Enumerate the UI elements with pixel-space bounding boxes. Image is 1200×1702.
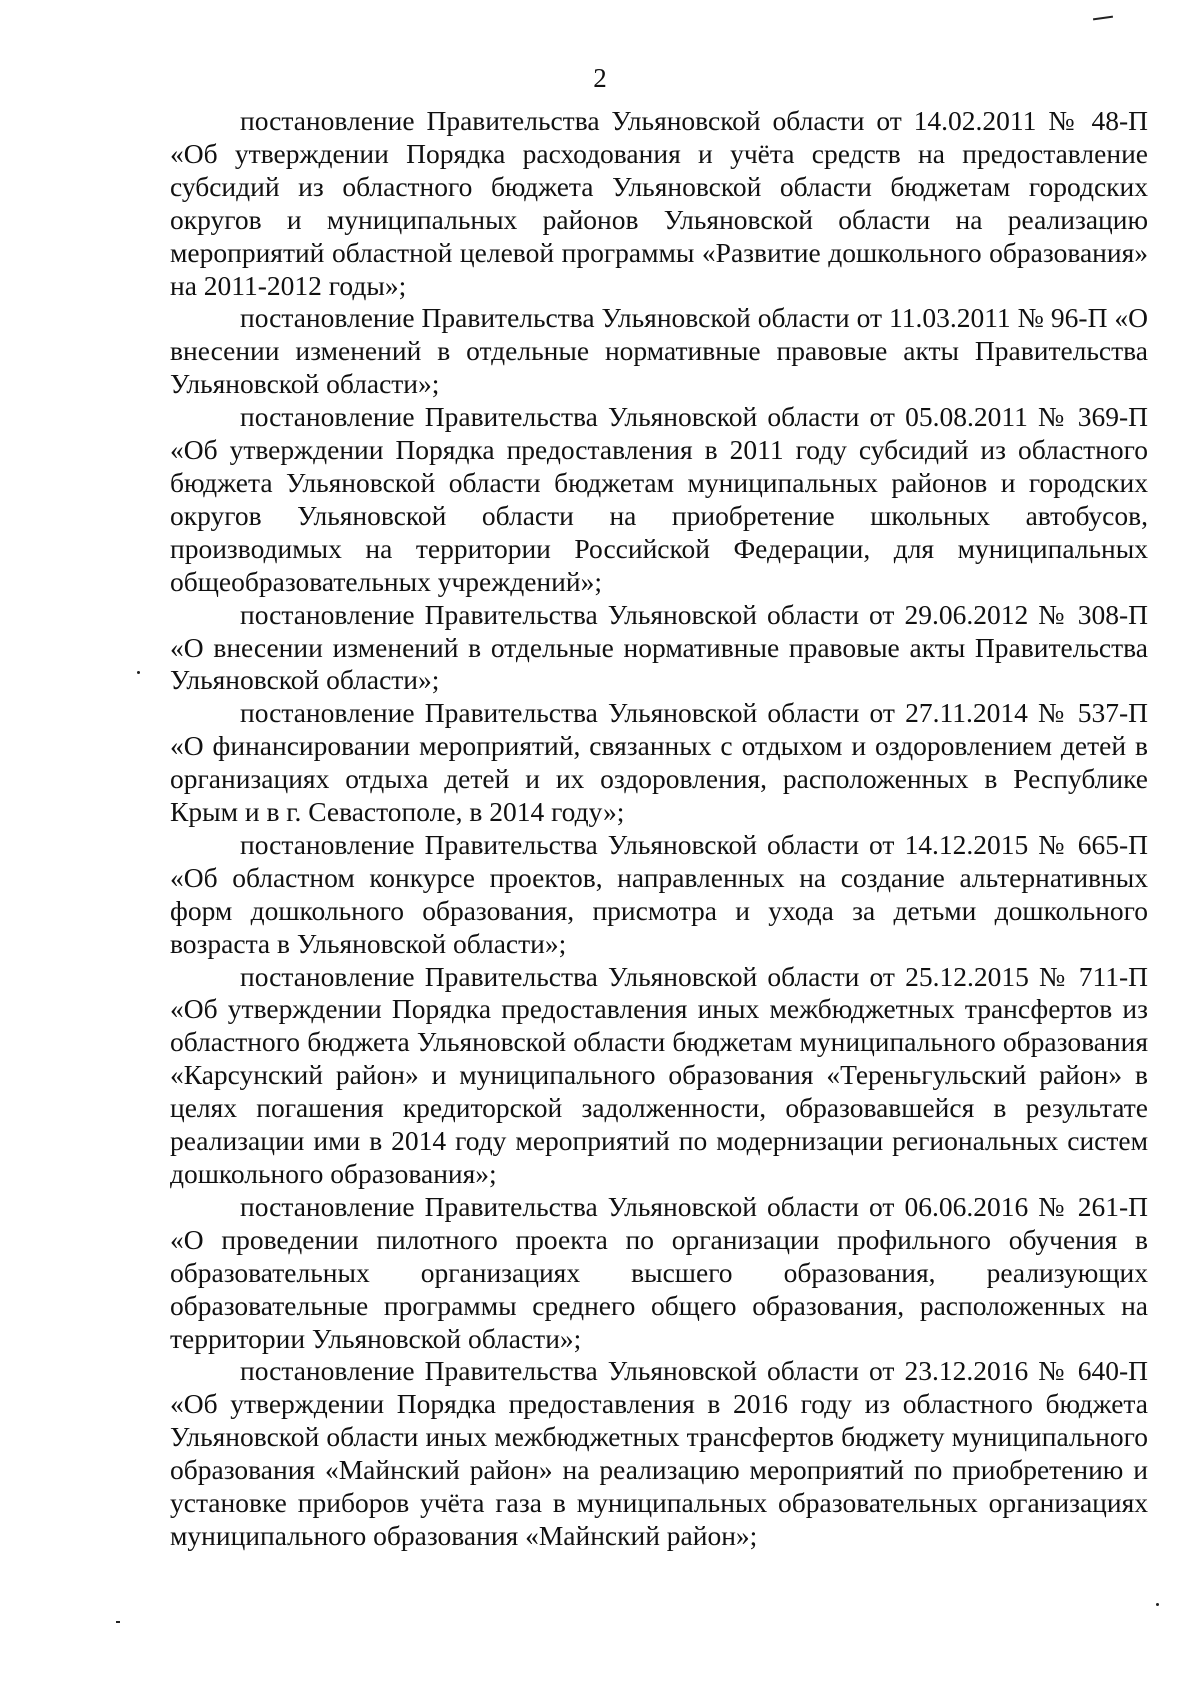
- document-body: [170, 105, 1148, 1553]
- scan-artifact-mark: [1093, 16, 1113, 21]
- scan-artifact-dot: [1156, 1603, 1159, 1606]
- paragraph-resolution-261p: постановление Правительства Ульяновской области от 06.06.2016 № 261-П «О проведении пилотного проекта по организации профильного обучения в образовательных организациях высшего образования, реализующих образовательные программы среднего общего образования, расположенных на территории Ульяновской области»;: [170, 1190, 1148, 1354]
- paragraph-resolution-537p: постановление Правительства Ульяновской области от 27.11.2014 № 537-П «О финансировании мероприятий, связанных с отдыхом и оздоровлением детей в организациях отдыха детей и их оздоровления, расположенных в Республике Крым и в г. Севастополе, в 2014 году»;: [170, 697, 1148, 828]
- paragraph-resolution-308p: постановление Правительства Ульяновской области от 29.06.2012 № 308-П «О внесении изменений в отдельные нормативные правовые акты Правительства Ульяновской области»;: [170, 598, 1148, 696]
- scan-artifact-dot: [137, 671, 140, 674]
- paragraph-resolution-48p: постановление Правительства Ульяновской области от 14.02.2011 № 48-П «Об утверждении Порядка расходования и учёта средств на предоставление субсидий из областного бюджета Ульяновской области бюджетам городских округов и муниципальных районов Ульяновской области на реализацию мероприятий областной целевой программы «Развитие дошкольного образования» на 2011-2012 годы»;: [170, 105, 1148, 301]
- page-number: 2: [593, 63, 607, 93]
- scan-artifact-dash: [116, 1621, 120, 1623]
- paragraph-resolution-711p: постановление Правительства Ульяновской области от 25.12.2015 № 711-П «Об утверждении Порядка предоставления иных межбюджетных трансфертов из областного бюджета Ульяновской области бюджетам муниципального образования «Карсунский район» и муниципального образования «Тереньгульский район» в целях погашения кредиторской задолженности, образовавшейся в результате реализации ими в 2014 году мероприятий по модернизации региональных систем дошкольного образования»;: [170, 960, 1148, 1189]
- paragraph-resolution-665p: постановление Правительства Ульяновской области от 14.12.2015 № 665-П «Об областном конкурсе проектов, направленных на создание альтернативных форм дошкольного образования, присмотра и ухода за детьми дошкольного возраста в Ульяновской области»;: [170, 828, 1148, 959]
- paragraph-resolution-369p: постановление Правительства Ульяновской области от 05.08.2011 № 369-П «Об утверждении Порядка предоставления в 2011 году субсидий из областного бюджета Ульяновской области бюджетам муниципальных районов и городских округов Ульяновской области на приобретение школьных автобусов, производимых на территории Российской Федерации, для муниципальных общеобразовательных учреждений»;: [170, 401, 1148, 597]
- paragraph-resolution-96p: постановление Правительства Ульяновской области от 11.03.2011 № 96-П «О внесении изменений в отдельные нормативные правовые акты Правительства Ульяновской области»;: [170, 302, 1148, 400]
- paragraph-resolution-640p: постановление Правительства Ульяновской области от 23.12.2016 № 640-П «Об утверждении Порядка предоставления в 2016 году из областного бюджета Ульяновской области иных межбюджетных трансфертов бюджету муниципального образования «Майнский район» на реализацию мероприятий по приобретению и установке приборов учёта газа в муниципальных образовательных организациях муниципального образования «Майнский район»;: [170, 1355, 1148, 1551]
